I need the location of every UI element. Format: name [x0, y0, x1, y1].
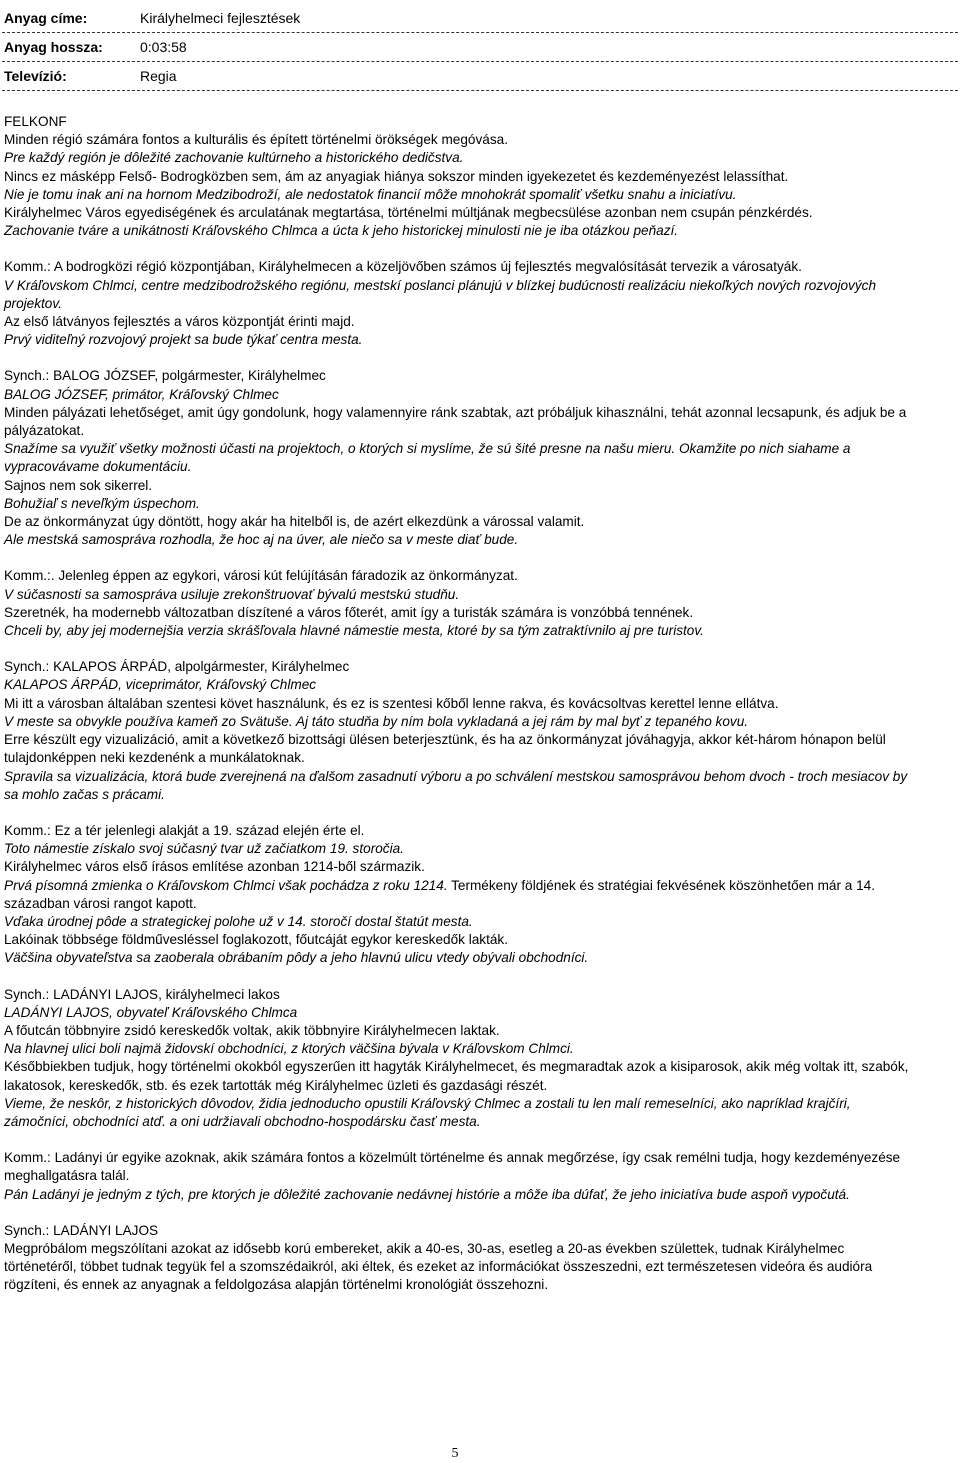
- script-line: Synch.: KALAPOS ÁRPÁD, alpolgármester, Királyhelmec: [4, 659, 350, 675]
- script-line: Snažíme sa využiť všetky možnosti účasti na projektoch, o ktorých si myslíme, že sú šité presne na našu mieru. Okamžite po nich siahame a vypracovávame dokumentáciu.: [4, 441, 851, 475]
- script-line: [4, 877, 910, 913]
- script-line: Toto námestie získalo svoj súčasný tvar už začiatkom 19. storočia.: [4, 841, 404, 857]
- script-line: Komm.: A bodrogközi régió központjában, Királyhelmecen a közeljövőben számos új fejlesztés megvalósítását tervezik a városatyák.: [4, 259, 802, 275]
- script-line: Komm.: Ladányi úr egyike azoknak, akik számára fontos a közelmúlt történelme és annak megőrzése, így csak remélni tudja, hogy kezdeményezése meghallgatásra talál.: [4, 1150, 901, 1184]
- script-line: Későbbiekben tudjuk, hogy történelmi okokból egyszerűen itt hagyták Királyhelmecet, és megmaradtak azok a kisiparosok, akik még voltak itt, szabók, lakatosok, kereskedők, stb. és ezek tartották még Királyhelmec üzleti és gazdasági részét.: [4, 1059, 909, 1093]
- paragraph-gap: [4, 968, 910, 986]
- divider: [2, 90, 130, 91]
- script-line: Spravila sa vizualizácia, ktorá bude zverejnená na ďalšom zasadnutí výboru a po schválení mestskou samosprávou behom dvoch - troch mesiacov by sa mohlo začas s prácami.: [4, 768, 908, 802]
- script-line: Ale mestská samospráva rozhodla, že hoc aj na úver, ale niečo sa v meste diať bude.: [4, 532, 519, 548]
- script-line: Prvý viditeľný rozvojový projekt sa bude týkať centra mesta.: [4, 332, 363, 348]
- script-line: Synch.: LADÁNYI LAJOS, királyhelmeci lakos: [4, 986, 280, 1002]
- script-line: Királyhelmec város első írásos említése azonban 1214-ből származik.: [4, 859, 425, 875]
- paragraph-gap: [4, 549, 910, 567]
- paragraph-gap: [4, 240, 910, 258]
- script-line: Sajnos nem sok sikerrel.: [4, 477, 153, 493]
- length-value: 0:03:58: [140, 39, 187, 55]
- tv-value: Regia: [140, 68, 177, 84]
- script-line-part: Prvá písomná zmienka o Kráľovskom Chlmci však pochádza z roku 1214.: [4, 877, 448, 893]
- paragraph-gap: [4, 804, 910, 822]
- script-line: Királyhelmec Város egyediségének és arculatának megtartása, történelmi múltjának megbecsülése azonban nem csupán pénzkérdés.: [4, 205, 813, 221]
- script-line: Synch.: BALOG JÓZSEF, polgármester, Királyhelmec: [4, 368, 326, 384]
- paragraph-gap: [4, 640, 910, 658]
- script-line: Chceli by, aby jej modernejšia verzia skrášľovala hlavné námestie mesta, ktoré by sa tým zatraktívnilo aj pre turistov.: [4, 623, 704, 639]
- script-line: Komm.:. Jelenleg éppen az egykori, városi kút felújításán fáradozik az önkormányzat.: [4, 568, 518, 584]
- script-line: Na hlavnej ulici boli najmä židovskí obchodníci, z ktorých väčšina bývala v Kráľovskom Chlmci.: [4, 1041, 574, 1057]
- script-body: [4, 113, 910, 1295]
- length-label: Anyag hossza:: [4, 39, 103, 55]
- script-line: De az önkormányzat úgy döntött, hogy akár ha hitelből is, de azért elkezdünk a várossal valamit.: [4, 514, 585, 530]
- header-row-title: [0, 0, 960, 29]
- script-line: BALOG JÓZSEF, primátor, Kráľovský Chlmec: [4, 386, 279, 402]
- script-line: Zachovanie tváre a unikátnosti Kráľovského Chlmca a úcta k jeho historickej minulosti nie je iba otázkou peňazí.: [4, 223, 679, 239]
- title-label: Anyag címe:: [4, 10, 88, 26]
- script-line: KALAPOS ÁRPÁD, viceprimátor, Kráľovský Chlmec: [4, 677, 317, 693]
- script-line: FELKONF: [4, 114, 67, 129]
- script-line: V súčasnosti sa samospráva usiluje zrekonštruovať bývalú mestskú studňu.: [4, 586, 460, 602]
- script-line: Mi itt a városban általában szentesi követ használunk, és ez is szentesi kőből lenne rakva, és kovácsoltvas kerettel lenne ellátva.: [4, 695, 779, 711]
- script-line: Pre každý región je dôležité zachovanie kultúrneho a historického dedičstva.: [4, 150, 464, 166]
- script-line: Synch.: LADÁNYI LAJOS: [4, 1222, 159, 1238]
- script-line: Pán Ladányi je jedným z tých, pre ktorých je dôležité zachovanie nedávnej histórie a môže iba dúfať, že jeho iniciatíva bude aspoň vypočutá.: [4, 1186, 850, 1202]
- script-line: Vďaka úrodnej pôde a strategickej polohe už v 14. storočí dostal štatút mesta.: [4, 913, 473, 929]
- script-line: Megpróbálom megszólítani azokat az idősebb korú embereket, akik a 40-es, 30-as, esetleg a 20-as években születtek, tudnak Királyhelmec történetéről, többet tudnak tegyük fel a szomszédaikról, aki éltek, és ezeket az információkat összeszedni, ezt természetesen videóra és audióra rögzíteni, és ennek az anyagnak a feldolgozása alapján történelmi kronológiát összehozni.: [4, 1240, 873, 1293]
- script-line-part: Termékeny földjének és stratégiai fekvésének köszönhetően már a 14. században városi rangot kapott.: [4, 877, 876, 911]
- script-line: Väčšina obyvateľstva sa zaoberala obrábaním pôdy a jeho hlavnú ulicu vtedy obývali obchodníci.: [4, 950, 589, 966]
- script-line: Erre készült egy vizualizáció, amit a következő bizottsági ülésen beterjesztünk, és ha az önkormányzat jóváhagyja, akkor két-három hónapon belül tulajdonképpen neki kezdenénk a munkálatoknak.: [4, 732, 886, 766]
- title-value: Királyhelmeci fejlesztések: [140, 10, 301, 26]
- script-line: Bohužiaľ s neveľkým úspechom.: [4, 495, 200, 511]
- paragraph-gap: [4, 349, 910, 367]
- tv-label: Televízió:: [4, 68, 67, 84]
- script-line: Nie je tomu inak ani na hornom Medzibodroží, ale nedostatok financií môže mnohokrát spomaliť všetku snahu a iniciatívu.: [4, 186, 737, 202]
- script-line: Nincs ez másképp Felső- Bodrogközben sem, ám az anyagiak hiánya sokszor minden igyekezetet és kezdeményezést lelassíthat.: [4, 168, 789, 184]
- paragraph-gap: [4, 1131, 910, 1149]
- document-header: [0, 0, 960, 87]
- page-number: 5: [451, 1446, 459, 1461]
- header-row-tv: [0, 58, 960, 87]
- script-line: Lakóinak többsége földművesléssel foglakozott, főutcáját egykor kereskedők lakták.: [4, 932, 509, 948]
- script-line: Az első látványos fejlesztés a város központját érinti majd.: [4, 314, 355, 330]
- script-line: LADÁNYI LAJOS, obyvateľ Kráľovského Chlmca: [4, 1004, 298, 1020]
- script-line: Vieme, že neskôr, z historických dôvodov, židia jednoducho opustili Kráľovský Chlmec a zostali tu len malí remeselníci, ako napríklad krajčíri, zámočníci, obchodníci atď. a oni udržiavali obchodno-hospodársku časť mesta.: [4, 1095, 851, 1129]
- paragraph-gap: [4, 1204, 910, 1222]
- script-line: Minden régió számára fontos a kulturális és épített történelmi örökségek megóvása.: [4, 132, 508, 148]
- script-line: Komm.: Ez a tér jelenlegi alakját a 19. század elején érte el.: [4, 822, 365, 838]
- script-line: V meste sa obvykle používa kameň zo Svätuše. Aj táto studňa by ním bola vykladaná a jej rám by mal byť z tepaného kovu.: [4, 713, 749, 729]
- script-line: Minden pályázati lehetőséget, amit úgy gondolunk, hogy valamennyire ránk szabtak, azt próbáljuk kihasználni, tehát azonnal lecsapunk, és adjuk be a pályázatokat.: [4, 404, 907, 439]
- divider: [132, 90, 958, 91]
- script-line: A főutcán többnyire zsidó kereskedők voltak, akik többnyire Királyhelmecen laktak.: [4, 1022, 500, 1038]
- script-line: Szeretnék, ha modernebb változatban díszítené a város főterét, amit így a turisták számára is vonzóbbá tennének.: [4, 604, 694, 620]
- script-line: V Kráľovskom Chlmci, centre medzibodrožského regiónu, mestskí poslanci plánujú v blízkej budúcnosti realizáciu niekoľkých nových rozvojových projektov.: [4, 277, 877, 311]
- header-row-length: [0, 29, 960, 58]
